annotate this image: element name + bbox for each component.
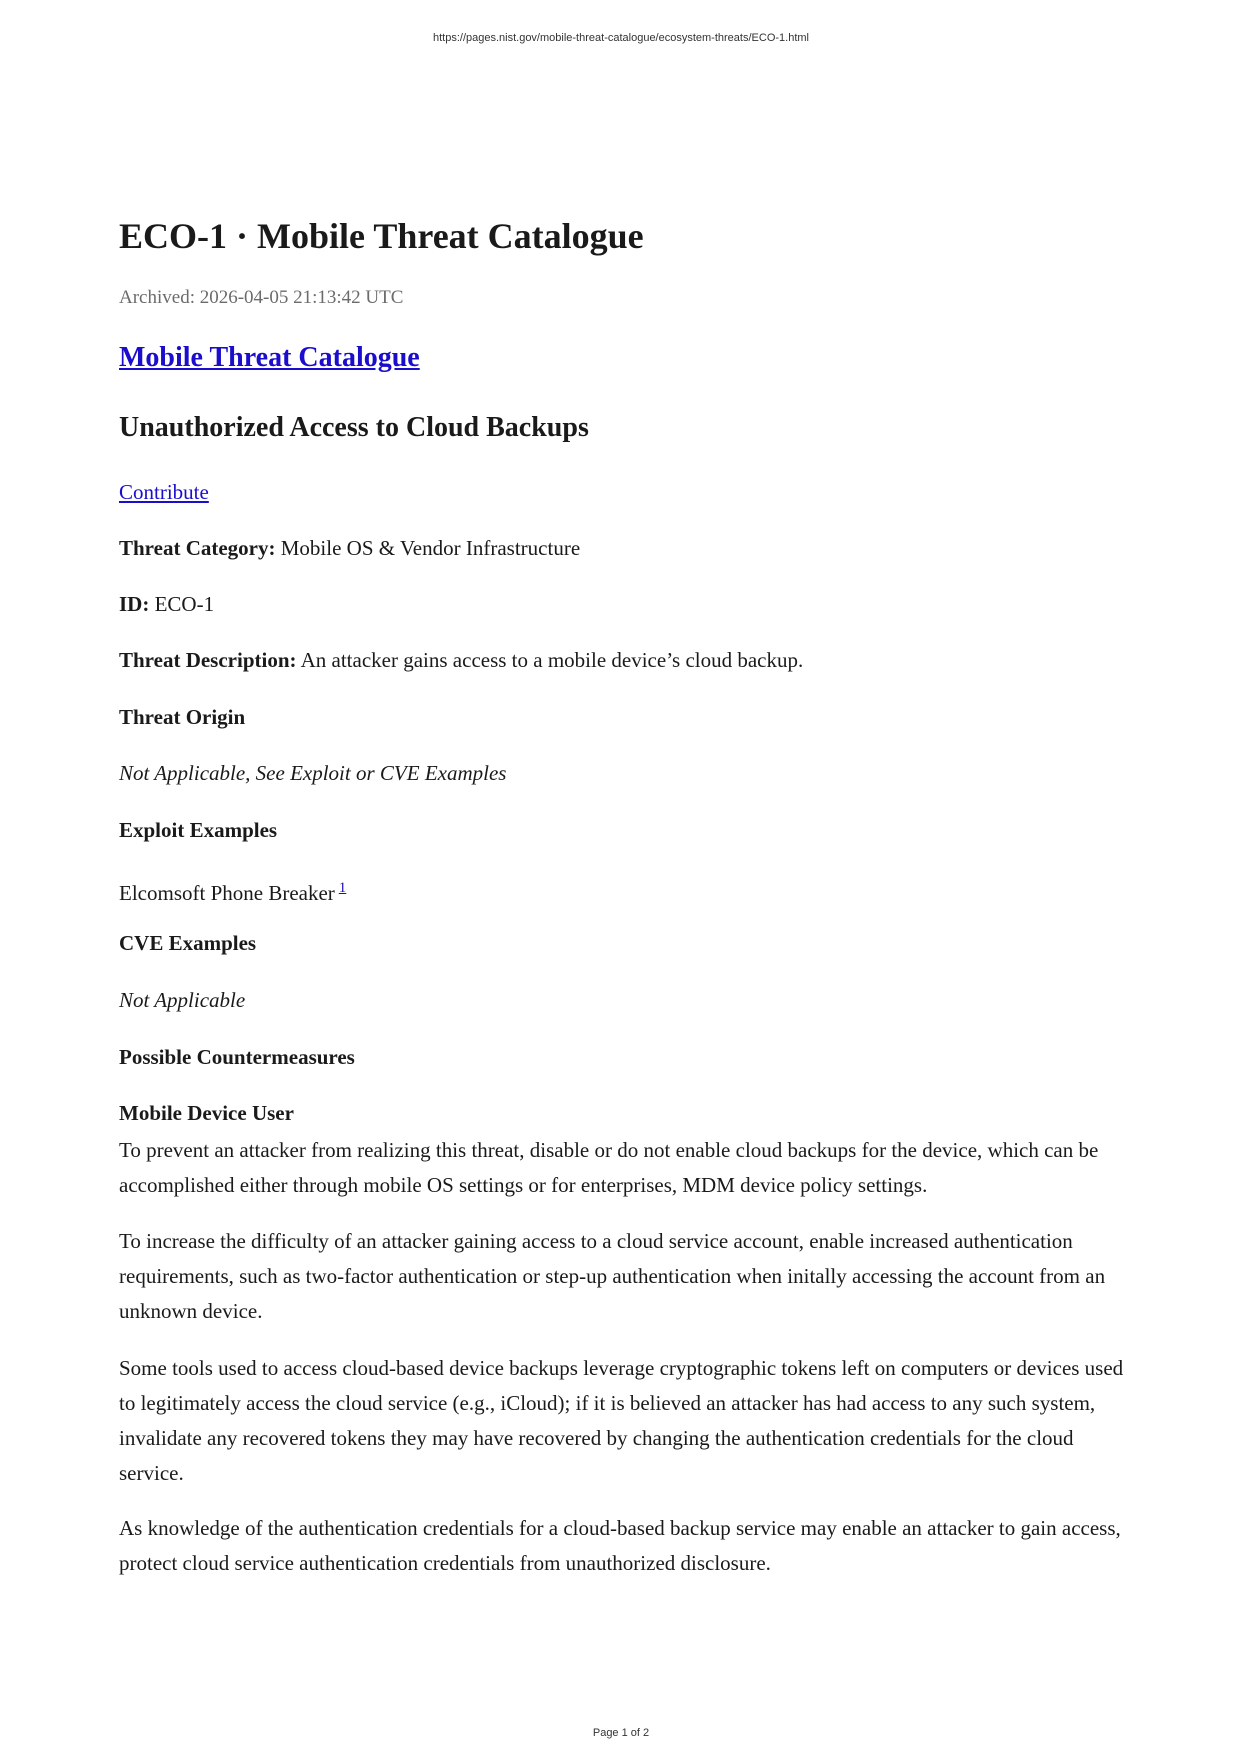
countermeasure-paragraph: As knowledge of the authentication credentials for a cloud-based backup service may enable an attacker to gain access, protect cloud service authentication credentials from unauthorized disclosure.: [119, 1516, 1121, 1575]
threat-id-field: [119, 590, 214, 618]
threat-category-value: Mobile OS & Vendor Infrastructure: [280, 536, 581, 560]
exploit-example-item: [119, 874, 346, 907]
exploit-example-text: Elcomsoft Phone Breaker: [119, 881, 335, 905]
archived-timestamp: Archived: 2026-04-05 21:13:42 UTC: [119, 287, 404, 308]
threat-id-value: ECO-1: [154, 592, 215, 616]
countermeasure-paragraph: To prevent an attacker from realizing this threat, disable or do not enable cloud backups for the device, which can be accomplished either through mobile OS settings or for enterprises, MDM device policy settings.: [119, 1138, 1099, 1197]
exploit-examples-heading: Exploit Examples: [119, 818, 278, 842]
threat-origin-value: Not Applicable, See Exploit or CVE Examples: [119, 761, 507, 785]
countermeasure-paragraph: To increase the difficulty of an attacker gaining access to a cloud service account, enable increased authentication requirements, such as two-factor authentication or step-up authentication when initally accessing the account from an unknown device.: [119, 1229, 1106, 1323]
contribute-link[interactable]: Contribute: [119, 480, 209, 504]
threat-category-field: [119, 534, 580, 562]
footnote-link[interactable]: 1: [338, 880, 347, 896]
threat-origin-heading: Threat Origin: [119, 705, 246, 729]
threat-id-label: ID:: [119, 592, 150, 616]
page-title: ECO-1 · Mobile Threat Catalogue: [119, 216, 644, 256]
site-home-link[interactable]: Mobile Threat Catalogue: [119, 342, 420, 373]
threat-description-value: An attacker gains access to a mobile device’s cloud backup.: [300, 648, 804, 672]
print-header-url: https://pages.nist.gov/mobile-threat-catalogue/ecosystem-threats/ECO-1.html: [432, 32, 809, 44]
cve-examples-value: Not Applicable: [119, 988, 246, 1012]
threat-description-label: Threat Description:: [119, 648, 297, 672]
page-number: Page 1 of 2: [592, 1727, 650, 1739]
countermeasures-heading: Possible Countermeasures: [119, 1045, 355, 1069]
cve-examples-heading: CVE Examples: [119, 931, 257, 955]
threat-category-label: Threat Category:: [119, 536, 276, 560]
countermeasure-paragraph: Some tools used to access cloud-based device backups leverage cryptographic tokens left on computers or devices used to legitimately access the cloud service (e.g., iCloud); if it is believed an attacker has had access to any such system, invalidate any recovered tokens they may have recovered by changing the authentication credentials for the cloud service.: [119, 1356, 1124, 1485]
threat-title: Unauthorized Access to Cloud Backups: [119, 412, 589, 443]
mobile-device-user-heading: Mobile Device User: [119, 1101, 294, 1125]
threat-description-field: [119, 646, 803, 674]
